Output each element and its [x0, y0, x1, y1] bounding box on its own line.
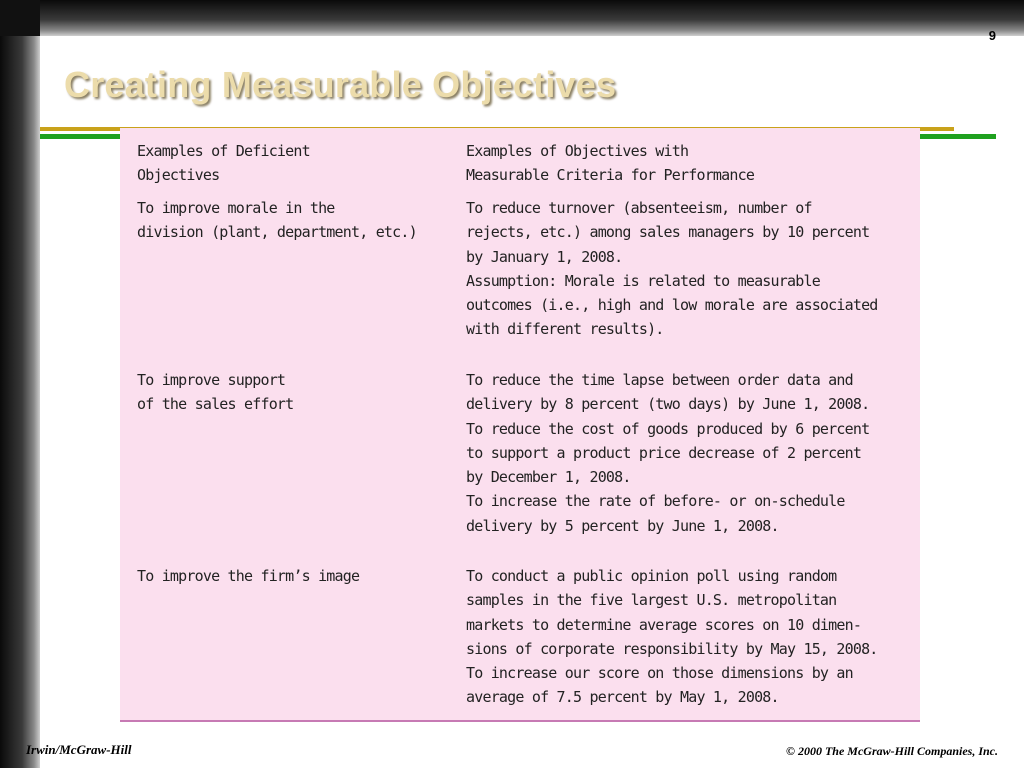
table-cell-deficient-3: To improve the firm’s image [137, 567, 360, 585]
table-cell-deficient-1: To improve morale in the division (plant, department, etc.) [137, 199, 417, 242]
page-number: 9 [988, 28, 996, 43]
slide-title: Creating Measurable Objectives [64, 64, 617, 105]
objectives-table [120, 128, 920, 722]
table-cell-deficient-2: To improve support of the sales effort [137, 371, 294, 414]
background-corner [0, 0, 40, 36]
background-left-band [0, 0, 40, 768]
table-cell-measurable-2: To reduce the time lapse between order data and delivery by 8 percent (two days) by June 1, 2008. To reduce the cost of goods produced by 6 percent to support a product price decrease of 2 percent by December 1, 2008. To increase the rate of before- or on-schedule delivery by 5 percent by June 1, 2008. [466, 371, 870, 535]
table-cell-measurable-3: To conduct a public opinion poll using random samples in the five largest U.S. metropolitan markets to determine average scores on 10 dimen- sions of corporate responsibility by May 15, 2008. To increase our score on those dimensions by an average of 7.5 percent by May 1, 2008. [466, 567, 878, 707]
table-header-deficient: Examples of Deficient Objectives [137, 142, 310, 185]
footer-copyright: © 2000 The McGraw-Hill Companies, Inc. [786, 744, 998, 758]
table-header-measurable: Examples of Objectives with Measurable Criteria for Performance [466, 142, 755, 185]
table-cell-measurable-1: To reduce turnover (absenteeism, number of rejects, etc.) among sales managers by 10 percent by January 1, 2008. Assumption: Morale is related to measurable outcomes (i.e., high and low morale are associated with different results). [466, 199, 878, 339]
background-top-band [0, 0, 1024, 36]
footer-publisher: Irwin/McGraw-Hill [26, 742, 132, 757]
